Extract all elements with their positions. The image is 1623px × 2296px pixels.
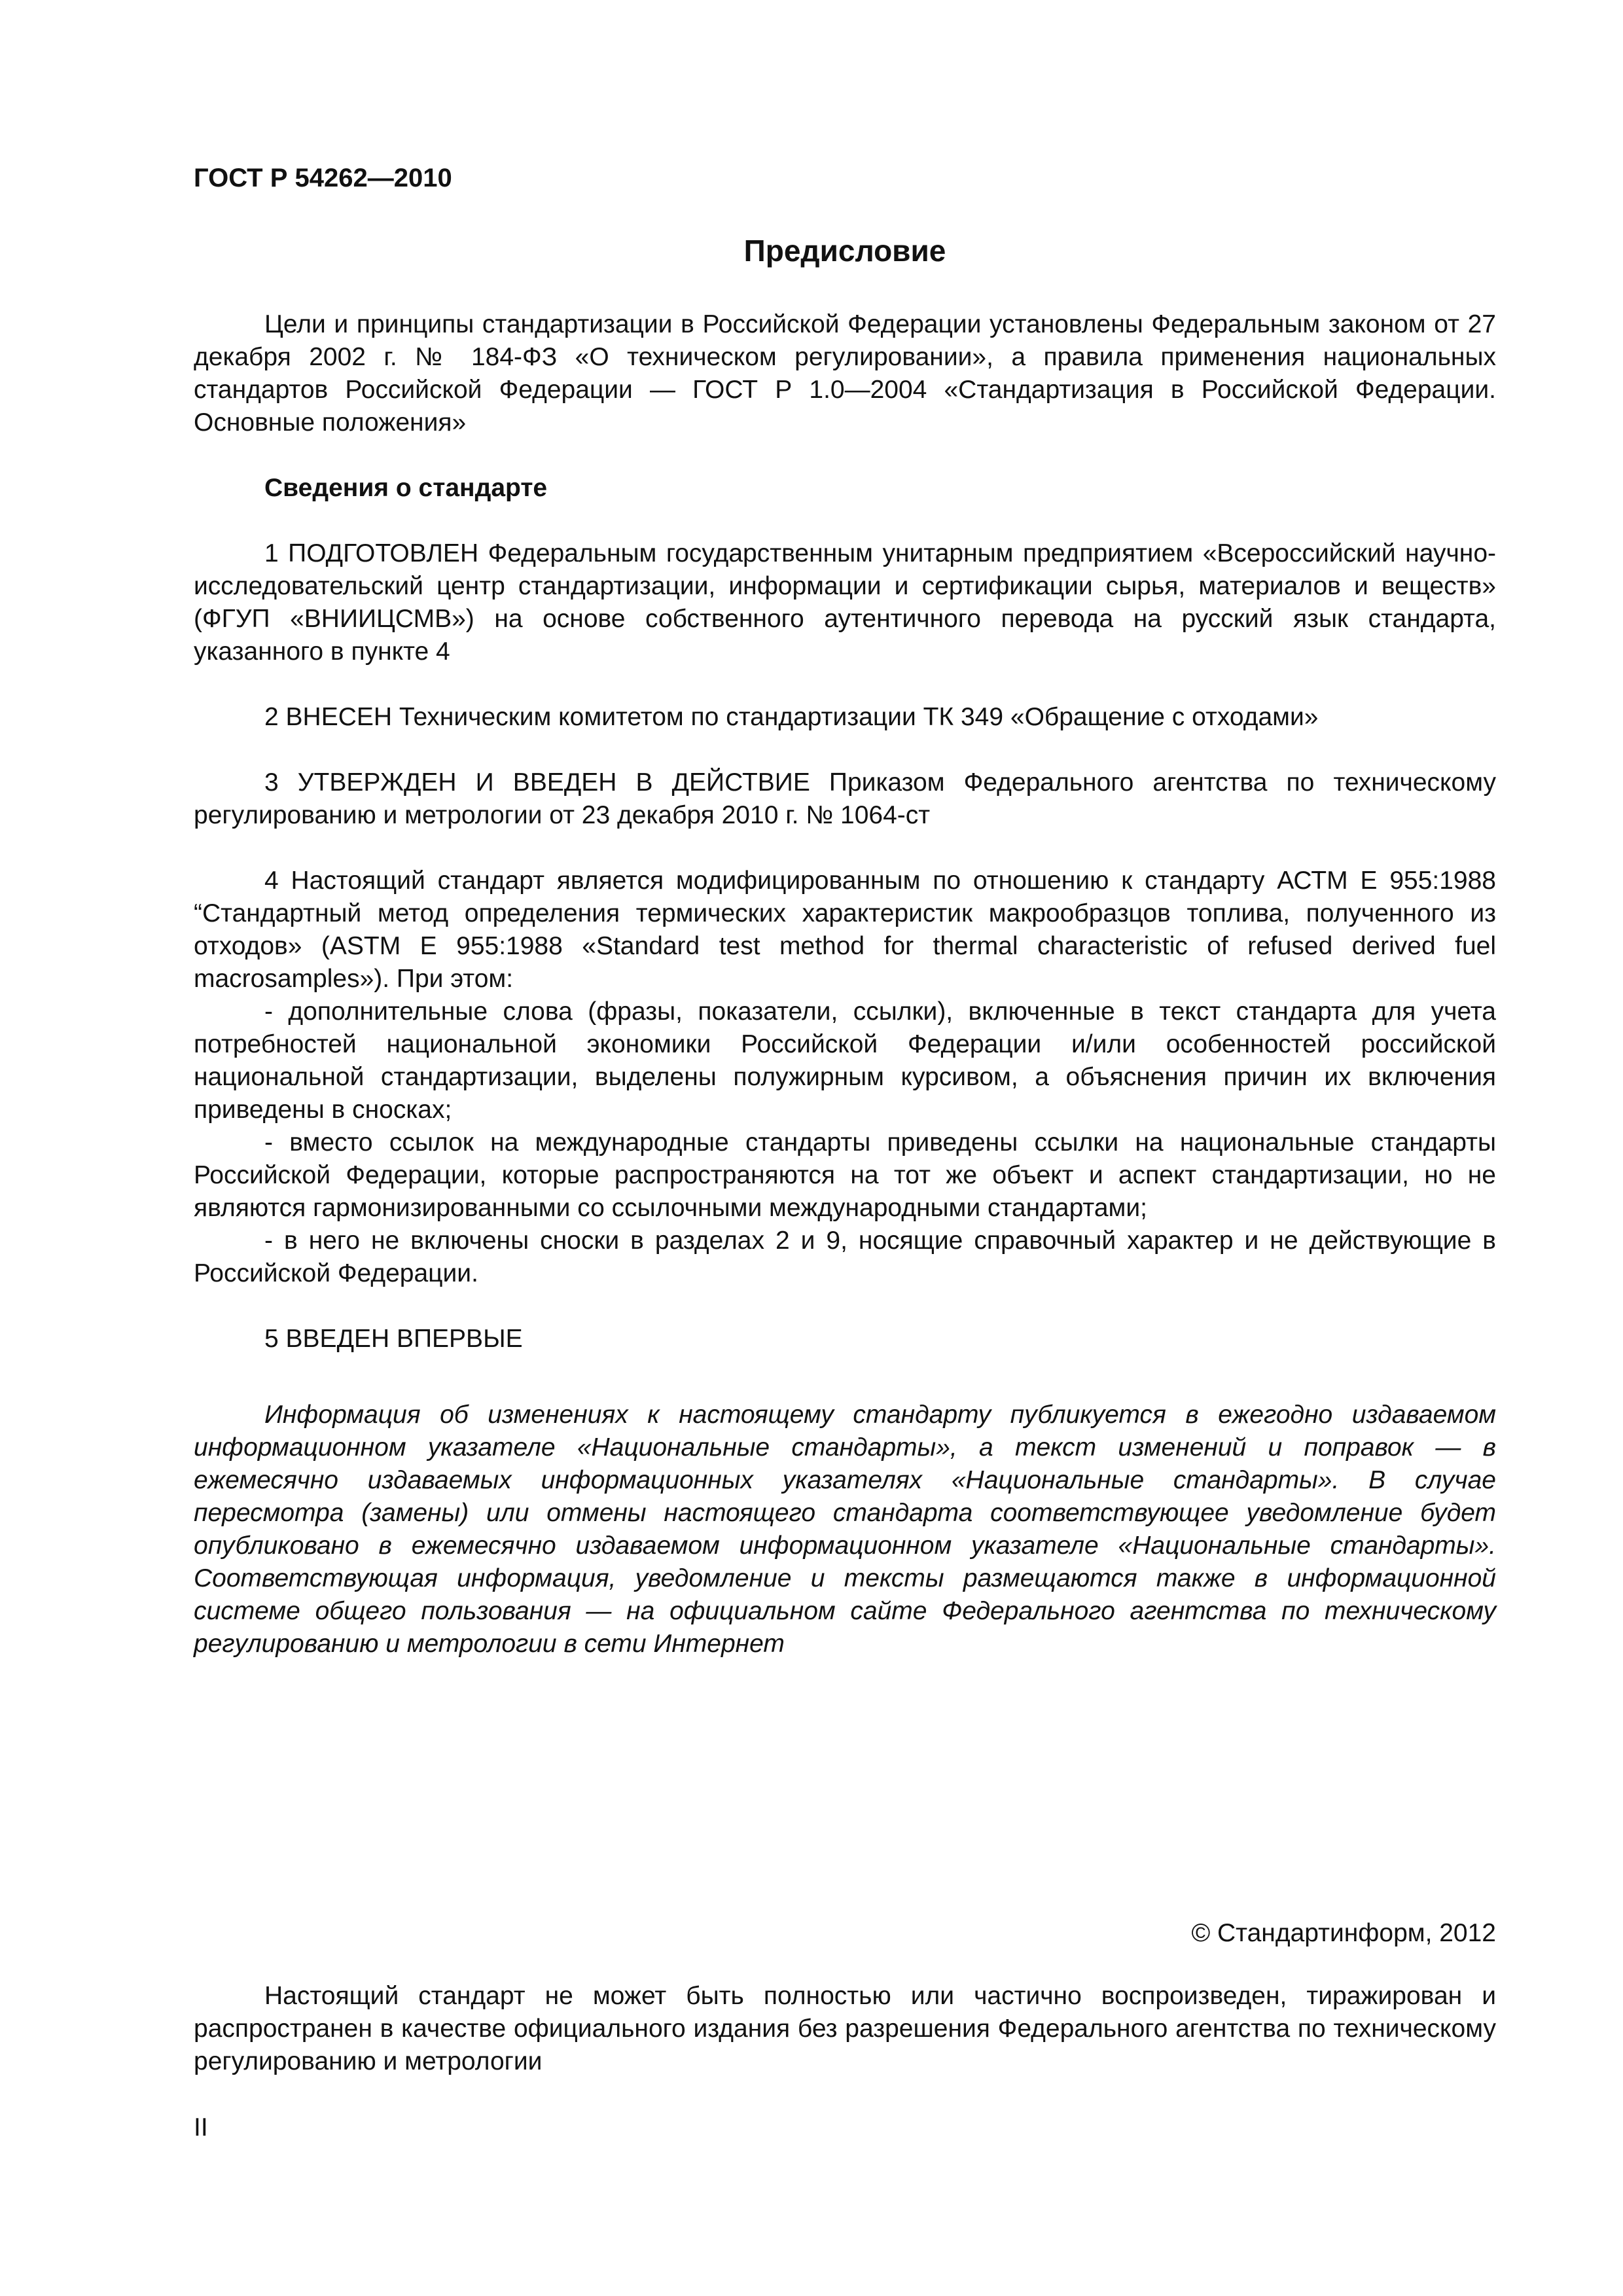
item-4: 4 Настоящий стандарт является модифицированным по отношению к стандарту АСТМ Е 955:1988 “Стандартный метод определения термических характеристик макрообразцов топлива, полученного из отходов» (ASTM E 955:1988 «Standard test method for thermal characteristic of refused derived fuel macrosamples»). При этом: [194, 867, 1496, 993]
document-header-id: ГОСТ Р 54262—2010 [194, 164, 452, 192]
copyright-line: © Стандартинформ, 2012 [1191, 1919, 1496, 1947]
changes-notice-text: Информация об изменениях к настоящему стандарту публикуется в ежегодно издаваемом информационном указателе «Национальные стандарты», а текст изменений и поправок — в ежемесячно издаваемых информационных указателях «Национальные стандарты». В случае пересмотра (замены) или отмены настоящего стандарта соответствующее уведомление будет опубликовано в ежемесячно издаваемом информационном указателе «Национальные стандарты». Соответствующая информация, уведомление и тексты размещаются также в информационной системе общего пользования — на официальном сайте Федерального агентства по техническому регулированию и метрологии в сети Интернет [194, 1401, 1496, 1658]
info-heading: Сведения о стандарте [264, 474, 548, 502]
preface-body [194, 308, 1496, 1355]
item-1: 1 ПОДГОТОВЛЕН Федеральным государственным унитарным предприятием «Всероссийский научно-исследовательский центр стандартизации, информации и сертификации сырья, материалов и веществ» (ФГУП «ВНИИЦСМВ») на основе собственного аутентичного перевода на русский язык стандарта, указанного в пункте 4 [194, 539, 1496, 666]
item-4-sub-2: - вместо ссылок на международные стандарты приведены ссылки на национальные стандарты Российской Федерации, которые распространяются на тот же объект и аспект стандартизации, но не являются гармонизированными со ссылочными международными стандартами; [194, 1128, 1496, 1222]
item-4-sub-3: - в него не включены сноски в разделах 2 и 9, носящие справочный характер и не действующие в Российской Федерации. [194, 1227, 1496, 1287]
changes-notice [194, 1399, 1496, 1660]
item-3: 3 УТВЕРЖДЕН И ВВЕДЕН В ДЕЙСТВИЕ Приказом Федерального агентства по техническому регулированию и метрологии от 23 декабря 2010 г. № 1064-ст [194, 768, 1496, 829]
page-number: II [194, 2113, 208, 2142]
item-2: 2 ВНЕСЕН Техническим комитетом по стандартизации ТК 349 «Обращение с отходами» [264, 703, 1319, 731]
item-4-sub-1: - дополнительные слова (фразы, показатели, ссылки), включенные в текст стандарта для учета потребностей национальной экономики Российской Федерации и/или особенностей российской национальной стандартизации, выделены полужирным курсивом, а объяснения причин их включения приведены в сносках; [194, 997, 1496, 1124]
page-title: Предисловие [743, 234, 946, 268]
intro-paragraph: Цели и принципы стандартизации в Российской Федерации установлены Федеральным законом от 27 декабря 2002 г. № 184-ФЗ «О техническом регулировании», а правила применения национальных стандартов Российской Федерации — ГОСТ Р 1.0—2004 «Стандартизация в Российской Федерации. Основные положения» [194, 310, 1496, 437]
item-5: 5 ВВЕДЕН ВПЕРВЫЕ [264, 1325, 523, 1353]
reproduction-notice-text: Настоящий стандарт не может быть полностью или частично воспроизведен, тиражирован и распространен в качестве официального издания без разрешения Федерального агентства по техническому регулированию и метрологии [194, 1982, 1496, 2075]
reproduction-notice [194, 1980, 1496, 2078]
